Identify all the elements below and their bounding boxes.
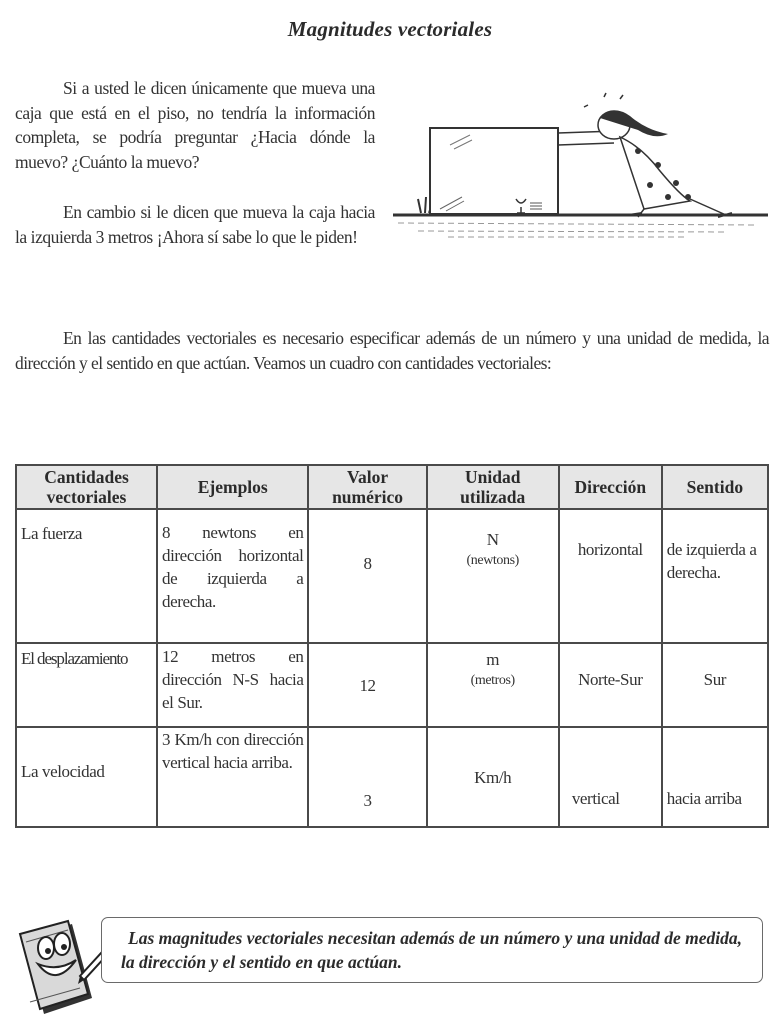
unit-symbol: Km/h: [474, 767, 512, 787]
table-row: [16, 643, 768, 727]
table-row: [16, 727, 768, 827]
intro-paragraph-3-text: En las cantidades vectoriales es necesario especificar además de un número y una unidad de medida, la dirección y el sentido en que actúan. Veamos un cuadro con cantidades vectoriales:: [15, 328, 769, 373]
cell-quantity: La velocidad: [16, 727, 157, 827]
unit-name: (newtons): [466, 553, 519, 568]
unit-name: (metros): [470, 673, 515, 688]
cell-value: 3: [308, 727, 426, 827]
cell-sense: de izquierda a derecha.: [662, 509, 768, 643]
cell-sense: hacia arriba: [662, 727, 768, 827]
cell-direction: vertical: [559, 727, 662, 827]
cell-unit: [427, 509, 559, 643]
header-sense: Sentido: [662, 465, 768, 509]
intro-paragraph-3: [15, 326, 769, 375]
table-row: [16, 509, 768, 643]
cell-example: 12 metros en dirección N-S hacia el Sur.: [157, 643, 308, 727]
intro-paragraph-2-text: En cambio si le dicen que mueva la caja hacia la izquierda 3 metros ¡Ahora sí sabe lo que le piden!: [15, 202, 375, 247]
summary-callout-text: Las magnitudes vectoriales necesitan además de un número y una unidad de medida, la dirección y el sentido en que actúan.: [121, 928, 742, 972]
smiling-notepad-icon: [10, 918, 110, 1018]
unit-symbol: m: [486, 650, 500, 669]
vector-quantities-table: [15, 464, 769, 828]
page-title: Magnitudes vectoriales: [287, 17, 493, 41]
cell-example: 3 Km/h con dirección vertical hacia arriba.: [157, 727, 308, 827]
intro-paragraph-2: [15, 200, 375, 249]
woman-pushing-box-illustration: [388, 85, 773, 255]
header-value: Valor numérico: [308, 465, 426, 509]
intro-paragraph-1-text: Si a usted le dicen únicamente que mueva una caja que está en el piso, no tendría la información completa, se podría preguntar ¿Hacia dónde la muevo? ¿Cuánto la muevo?: [15, 78, 375, 172]
cell-quantity: El desplazamiento: [16, 643, 157, 727]
cell-example: 8 newtons en dirección horizontal de izquierda a derecha.: [157, 509, 308, 643]
cell-quantity: La fuerza: [16, 509, 157, 643]
header-quantity: Cantidades vectoriales: [16, 465, 157, 509]
cell-sense: Sur: [662, 643, 768, 727]
header-unit: Unidad utilizada: [427, 465, 559, 509]
table-header-row: [16, 465, 768, 509]
intro-paragraph-1: [15, 76, 375, 174]
header-direction: Dirección: [559, 465, 662, 509]
cell-value: 8: [308, 509, 426, 643]
header-examples: Ejemplos: [157, 465, 308, 509]
unit-symbol: N: [486, 530, 499, 549]
cell-unit: [427, 727, 559, 827]
cell-value: 12: [308, 643, 426, 727]
cell-unit: [427, 643, 559, 727]
cell-direction: horizontal: [559, 509, 662, 643]
cell-direction: Norte-Sur: [559, 643, 662, 727]
